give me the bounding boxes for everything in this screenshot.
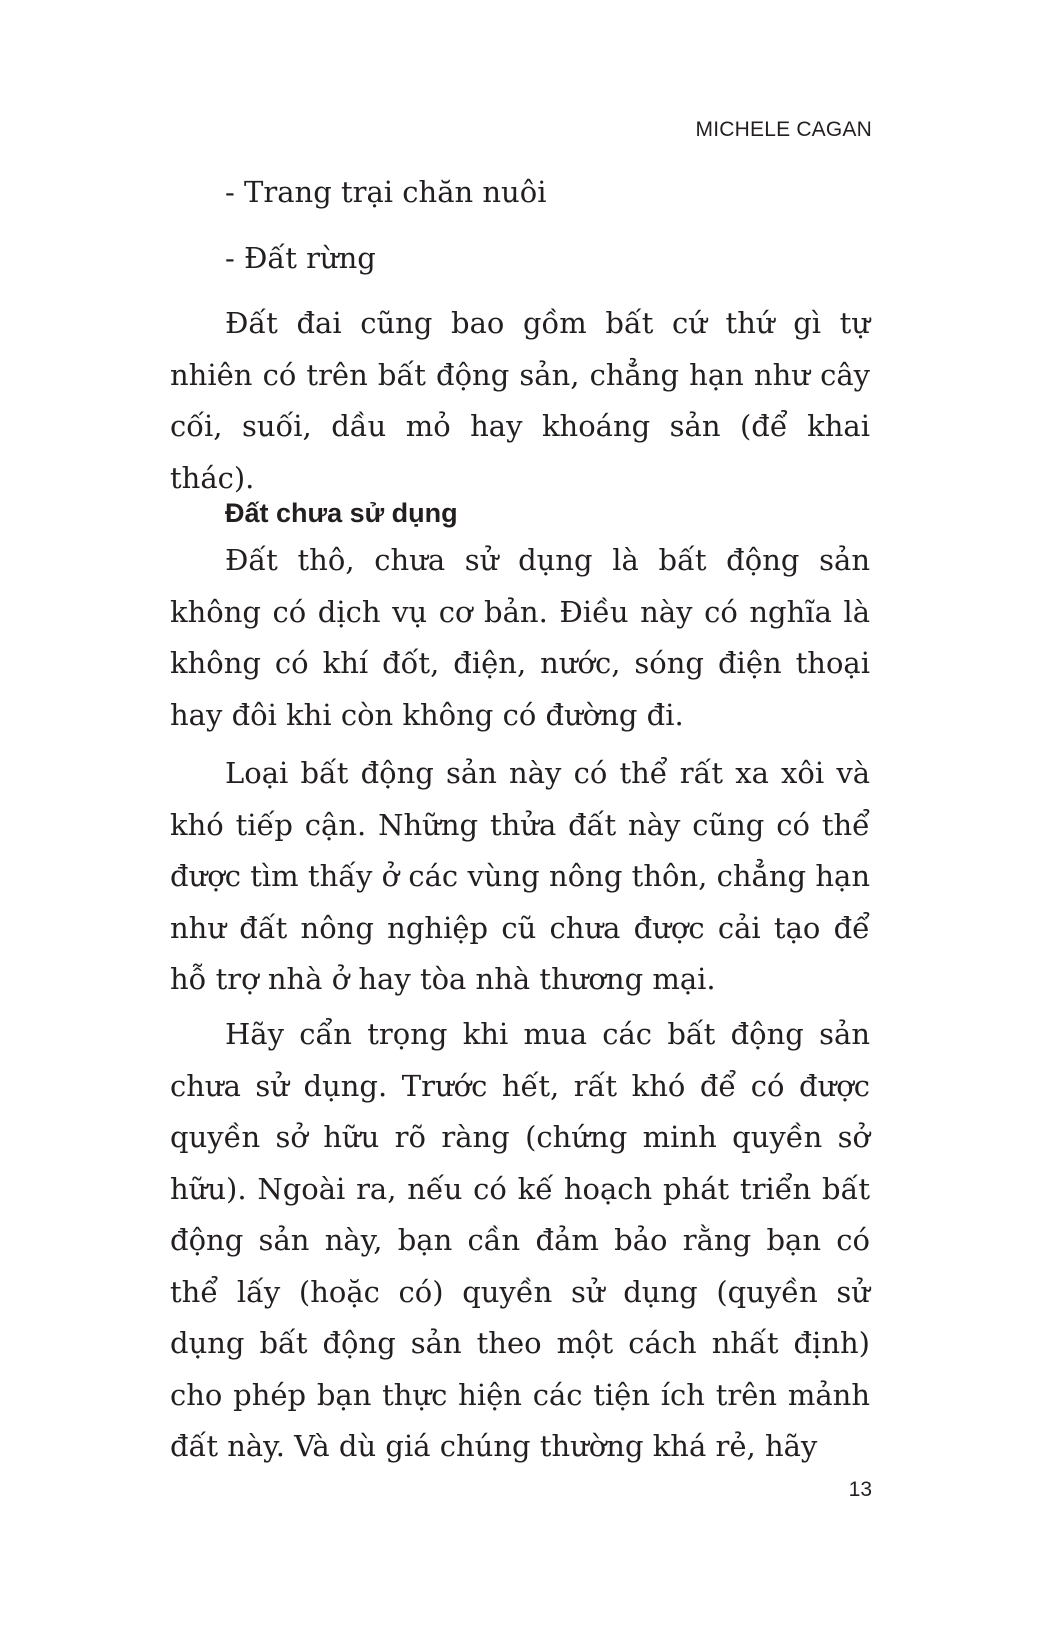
body-paragraph-4-block (170, 1009, 870, 1473)
body-paragraph-3-block (170, 748, 870, 1006)
body-paragraph: Loại bất động sản này có thể rất xa xôi và khó tiếp cận. Những thửa đất này cũng có thể được tìm thấy ở các vùng nông thôn, chẳng hạn như đất nông nghiệp cũ chưa được cải tạo để hỗ trợ nhà ở hay tòa nhà thương mại. (170, 756, 870, 996)
section-heading: Đất chưa sử dụng (225, 498, 458, 528)
body-paragraph: Đất thô, chưa sử dụng là bất động sản không có dịch vụ cơ bản. Điều này có nghĩa là không có khí đốt, điện, nước, sóng điện thoại hay đôi khi còn không có đường đi. (170, 543, 870, 732)
body-paragraph-1-block (170, 298, 870, 504)
list-item: - Trang trại chăn nuôi (225, 175, 547, 209)
body-paragraph: Đất đai cũng bao gồm bất cứ thứ gì tự nhiên có trên bất động sản, chẳng hạn như cây cối, suối, dầu mỏ hay khoáng sản (để khai thác). (170, 306, 870, 495)
body-paragraph-2-block (170, 535, 870, 741)
page-number: 13 (848, 1478, 872, 1501)
running-head-author: MICHELE CAGAN (695, 118, 872, 141)
body-paragraph: Hãy cẩn trọng khi mua các bất động sản chưa sử dụng. Trước hết, rất khó để có được quyền sở hữu rõ ràng (chứng minh quyền sở hữu). Ngoài ra, nếu có kế hoạch phát triển bất động sản này, bạn cần đảm bảo rằng bạn có thể lấy (hoặc có) quyền sử dụng (quyền sử dụng bất động sản theo một cách nhất định) cho phép bạn thực hiện các tiện ích trên mảnh đất này. Và dù giá chúng thường khá rẻ, hãy (170, 1017, 870, 1463)
list-item: - Đất rừng (225, 241, 376, 275)
